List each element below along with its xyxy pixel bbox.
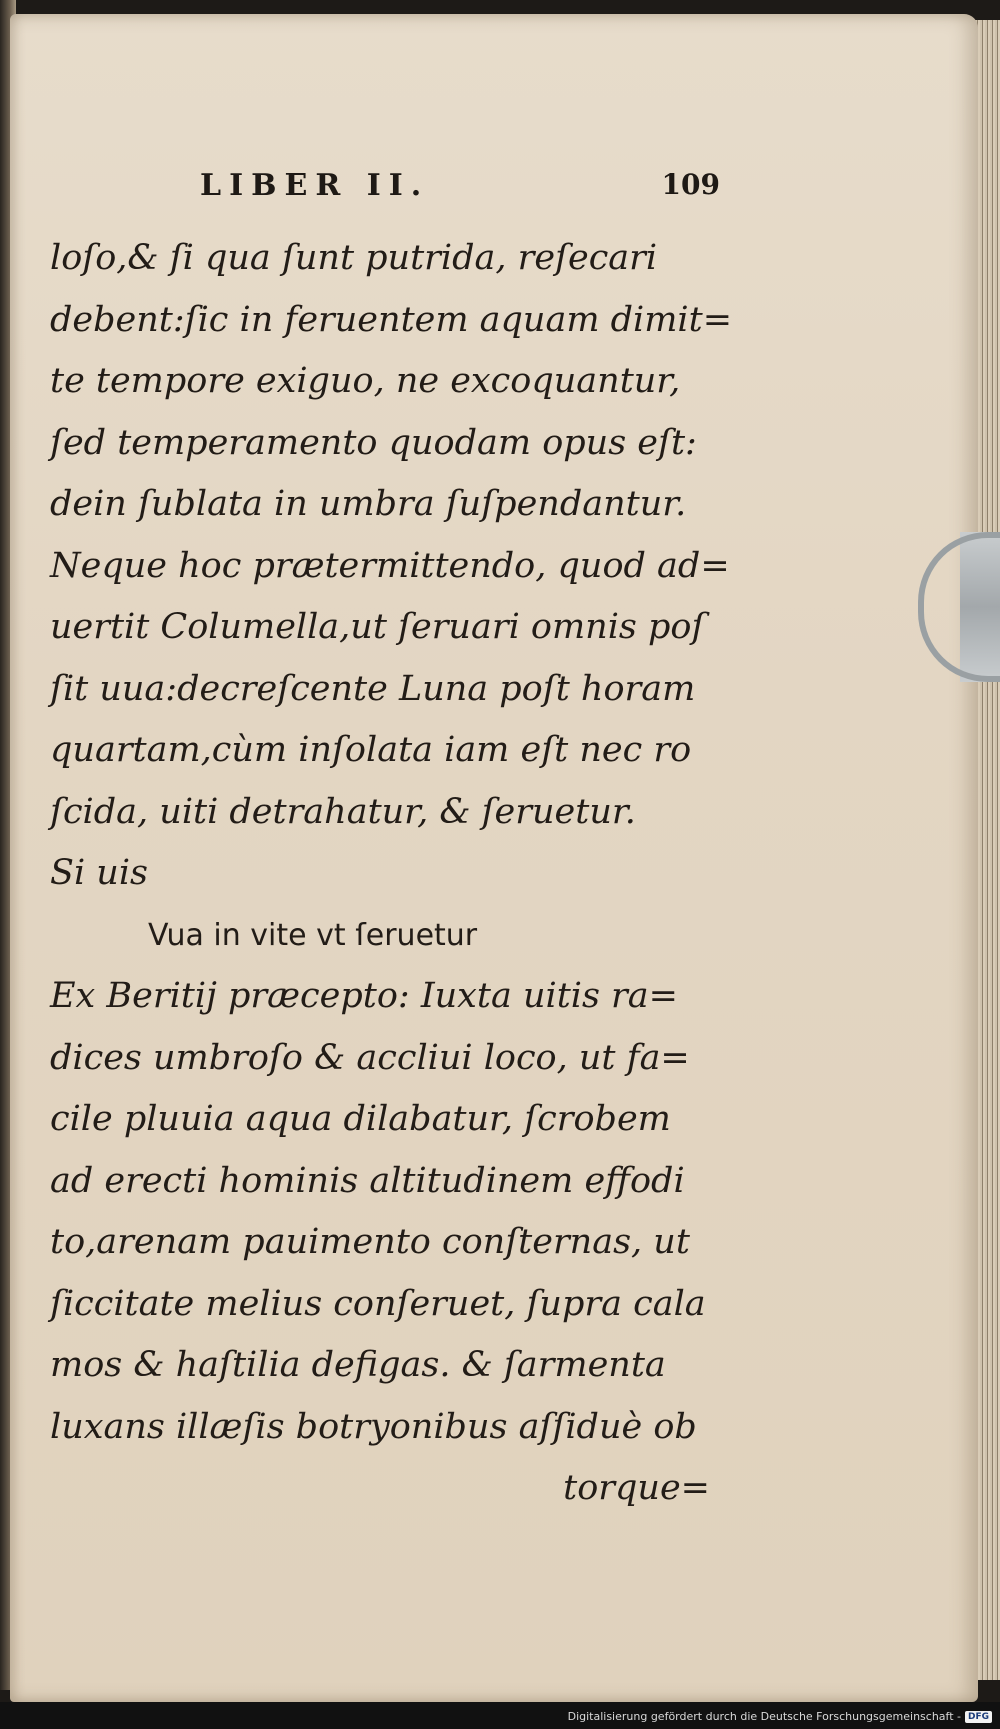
text-line: ſcida, uiti detrahatur, & ſeruetur. [50,791,636,832]
text-line: te tempore exiguo, ne excoquantur, [50,361,681,401]
dfg-logo-icon: DFG [965,1711,992,1723]
text-line: Si uis [50,853,148,893]
section-heading: Vua in vite vt ſeruetur [148,917,478,953]
text-line: ad erecti hominis altitudinem effodi [50,1160,685,1201]
text-line: mos & haſtilia defigas. & ſarmenta [50,1345,666,1385]
text-line: ſit uua:decreſcente Luna poſt horam [50,668,696,709]
catchword: torque= [563,1468,710,1508]
text-line: quartam,cùm inſolata iam eſt nec ro [50,730,692,770]
running-head: LIBER II. [200,168,430,203]
text-line: loſo,& ſi qua ſunt putrida, reſecari [50,238,658,278]
text-line: Ex Beritij præcepto: Iuxta uitis ra= [50,976,678,1016]
text-line: to,arenam pauimento conſternas, ut [50,1222,690,1262]
text-line: ſiccitate melius conſeruet, ſupra cala [50,1283,706,1324]
text-line: dein ſublata in umbra ſuſpendantur. [50,484,687,524]
text-line: luxans illæſis botryonibus aſſiduè ob [50,1406,697,1447]
text-line: uertit Columella,ut ſeruari omnis poſ [50,607,705,647]
digitization-credit [568,1710,992,1723]
credit-text: Digitalisierung gefördert durch die Deutsche Forschungsgemeinschaft - [567,1710,961,1723]
page-number: 109 [661,168,720,201]
body-text [50,228,733,1520]
page-header [200,168,720,208]
text-line: Neque hoc prætermittendo, quod ad= [50,545,730,586]
text-line: ſed temperamento quodam opus eſt: [50,422,697,463]
text-line: dices umbroſo & accliui loco, ut fa= [50,1037,690,1078]
footer-bar [0,1702,1000,1729]
text-line: debent:ſic in feruentem aquam dimit= [50,299,733,340]
text-line: cile pluuia aqua dilabatur, ſcrobem [50,1099,671,1139]
